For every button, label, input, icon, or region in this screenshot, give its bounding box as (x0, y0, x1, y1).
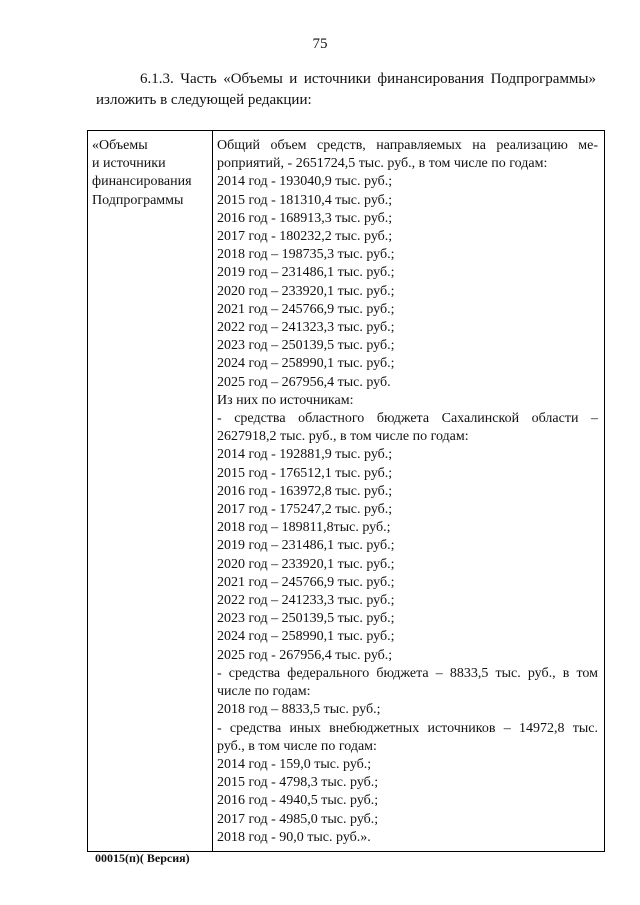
label-line: и источники (92, 156, 166, 172)
funding-line: 2021 год – 245766,9 тыс. руб.; (217, 301, 395, 317)
funding-line: 2021 год – 245766,9 тыс. руб.; (217, 574, 395, 590)
funding-line: 2016 год - 168913,3 тыс. руб.; (217, 210, 393, 226)
label-line: Подпрограммы (92, 192, 184, 208)
funding-line: 2014 год - 159,0 тыс. руб.; (217, 756, 372, 772)
funding-line: 2014 год - 193040,9 тыс. руб.; (217, 174, 393, 190)
funding-line: 2019 год – 231486,1 тыс. руб.; (217, 538, 395, 554)
funding-line: 2015 год - 4798,3 тыс. руб.; (217, 775, 379, 791)
label-cell (88, 131, 213, 852)
funding-line: числе по годам: (217, 684, 311, 700)
funding-line: 2015 год - 181310,4 тыс. руб.; (217, 192, 393, 208)
funding-line: 2020 год – 233920,1 тыс. руб.; (217, 556, 395, 572)
intro-paragraph (96, 69, 596, 111)
funding-line: 2016 год - 163972,8 тыс. руб.; (217, 483, 393, 499)
funding-line: руб., в том числе по годам: (217, 738, 377, 754)
funding-line: 2025 год – 267956,4 тыс. руб. (217, 374, 391, 390)
funding-line: 2022 год – 241323,3 тыс. руб.; (217, 320, 395, 336)
funding-line: 2627918,2 тыс. руб., в том числе по годам: (217, 429, 469, 445)
funding-line: 2024 год – 258990,1 тыс. руб.; (217, 629, 395, 645)
funding-line: 2025 год - 267956,4 тыс. руб.; (217, 647, 393, 663)
funding-line: 2023 год – 250139,5 тыс. руб.; (217, 611, 395, 627)
funding-line: 2017 год - 175247,2 тыс. руб.; (217, 502, 393, 518)
funding-line: 2018 год – 8833,5 тыс. руб.; (217, 702, 381, 718)
funding-line: Из них по источникам: (217, 392, 354, 408)
funding-line: - средства федерального бюджета – 8833,5 тыс. руб., в том (217, 665, 598, 681)
funding-line: 2018 год – 189811,8тыс. руб.; (217, 520, 391, 536)
funding-line: 2023 год – 250139,5 тыс. руб.; (217, 338, 395, 354)
funding-line: 2018 год - 90,0 тыс. руб.». (217, 829, 371, 845)
funding-line: Общий объем средств, направляемых на реализацию ме- (217, 138, 598, 153)
funding-line: - средства областного бюджета Сахалинской области – (217, 411, 598, 427)
funding-line: роприятий, - 2651724,5 тыс. руб., в том числе по годам: (217, 156, 548, 172)
page-number: 75 (312, 36, 328, 52)
funding-line: 2016 год - 4940,5 тыс. руб.; (217, 793, 379, 809)
funding-line: 2015 год - 176512,1 тыс. руб.; (217, 465, 393, 481)
funding-table (87, 130, 605, 852)
label-line: финансирования (92, 174, 192, 190)
intro-line-2: изложить в следующей редакции: (96, 92, 312, 108)
funding-line: - средства иных внебюджетных источников – 14972,8 тыс. (217, 720, 598, 736)
intro-line-1: 6.1.3. Часть «Объемы и источники финансирования Подпрограммы» (140, 71, 596, 87)
funding-line: 2022 год – 241233,3 тыс. руб.; (217, 593, 395, 609)
label-line: «Объемы (92, 138, 148, 153)
funding-line: 2019 год – 231486,1 тыс. руб.; (217, 265, 395, 281)
funding-line: 2014 год - 192881,9 тыс. руб.; (217, 447, 393, 463)
funding-line: 2017 год - 4985,0 тыс. руб.; (217, 811, 379, 827)
value-cell (213, 131, 605, 852)
funding-line: 2018 год – 198735,3 тыс. руб.; (217, 247, 395, 263)
funding-line: 2020 год – 233920,1 тыс. руб.; (217, 283, 395, 299)
funding-line: 2024 год – 258990,1 тыс. руб.; (217, 356, 395, 372)
table-row (88, 131, 605, 852)
funding-line: 2017 год - 180232,2 тыс. руб.; (217, 229, 393, 245)
footer-code: 00015(п)( Версия) (95, 851, 190, 865)
